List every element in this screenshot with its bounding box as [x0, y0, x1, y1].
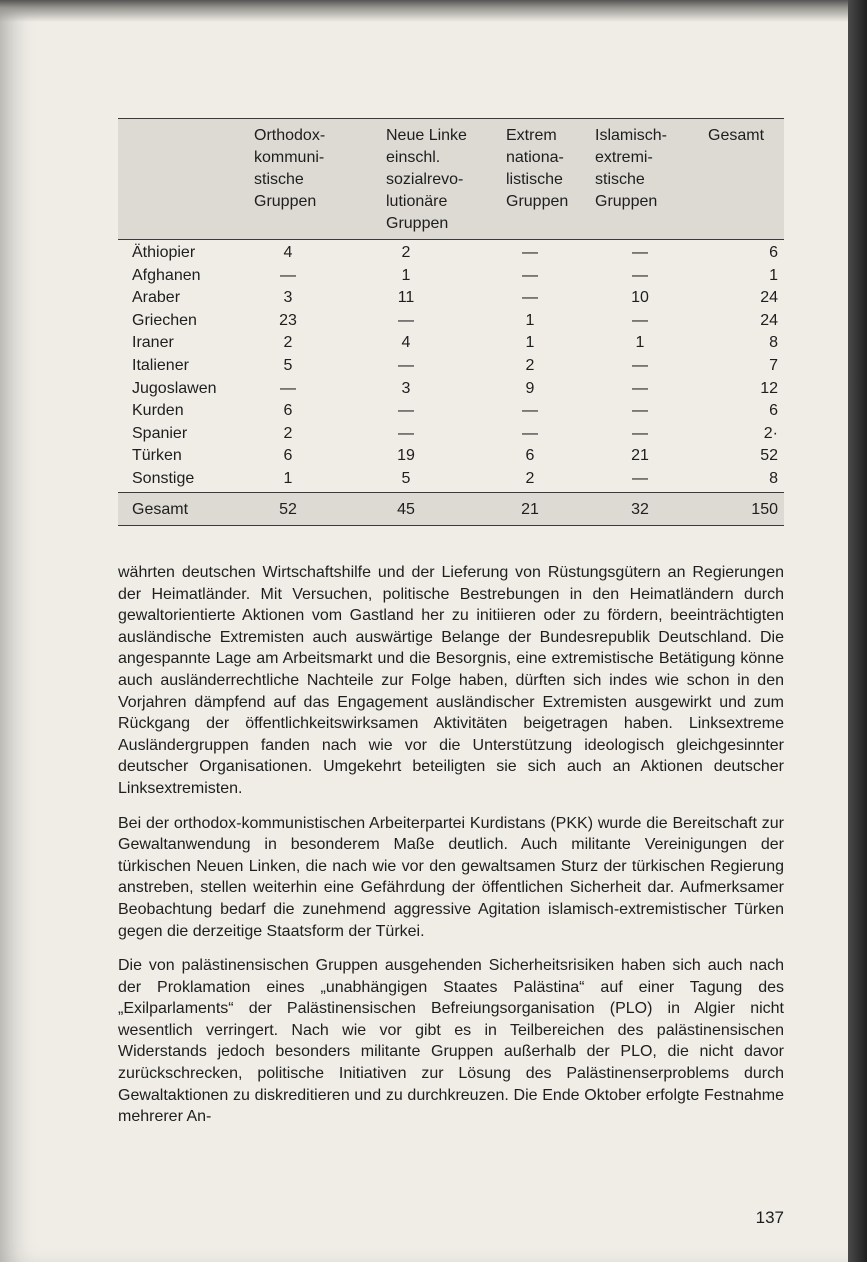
table-cell: 1 [525, 311, 535, 329]
paragraph-3: Die von palästinensischen Gruppen ausgehenden Sicherheitsrisiken haben sich auch nach der Proklamation eines „unabhängigen Staates Palästina“ auf einer Tagung des „Exilparlaments“ der Palästinensischen Befreiungsorganisation (PLO) in Algier nicht wesentlich verringert. Nach wie vor gibt es in Teilbereichen des palästinensischen Widerstands jedoch besonders militante Gruppen außerhalb der PLO, die nicht davor zurückschrecken, politische Initiativen zur Lösung des Palästinenserproblems durch Gewaltaktionen zu diskreditieren und zu durchkreuzen. Die Ende Oktober erfolgte Festnahme mehrerer An- [118, 957, 784, 1126]
table-cell: 24 [760, 311, 778, 329]
row-label: Griechen [132, 311, 197, 329]
row-label: Türken [132, 447, 182, 465]
table-cell: — [632, 356, 648, 374]
table-cell: 1 [635, 334, 645, 352]
table-cell: — [632, 266, 648, 284]
table-cell: — [522, 244, 538, 261]
table-cell: — [398, 311, 414, 329]
table-cell: 52 [760, 447, 778, 465]
table-cell: 8 [769, 469, 778, 487]
table-cell: 9 [525, 379, 535, 397]
row-label: Äthiopier [132, 244, 196, 261]
table-cell: 7 [769, 356, 778, 374]
table-row [118, 423, 784, 446]
header-islamisch: Islamisch- extremi- stische Gruppen [595, 127, 668, 210]
statistics-table [118, 118, 784, 528]
table-row [118, 265, 784, 288]
table-cell: 23 [279, 311, 297, 329]
table-cell: — [398, 356, 414, 374]
table-cell: 12 [760, 379, 778, 397]
total-gesamt: 150 [751, 501, 778, 518]
table-cell: — [398, 402, 414, 420]
row-label: Kurden [132, 402, 184, 420]
table-cell: 8 [769, 334, 778, 352]
table-row [118, 378, 784, 401]
total-label: Gesamt [132, 501, 189, 518]
table-cell: — [632, 402, 648, 420]
table-cell: — [280, 266, 296, 284]
table-cell: — [632, 469, 648, 487]
row-label: Spanier [132, 424, 188, 442]
table-cell: 2 [525, 356, 535, 374]
row-label: Italiener [132, 356, 189, 374]
table-cell: 6 [525, 447, 535, 465]
table-cell: 1 [525, 334, 535, 352]
table-row [118, 400, 784, 423]
row-label: Araber [132, 289, 181, 307]
table-cell: 6 [769, 402, 778, 420]
row-label: Sonstige [132, 469, 195, 487]
table-cell: — [398, 424, 414, 442]
table-cell: 1 [401, 266, 411, 284]
table-cell: — [632, 311, 648, 329]
table-row [118, 287, 784, 310]
body-text [118, 562, 784, 1141]
table-cell: — [522, 402, 538, 420]
table-row [118, 310, 784, 333]
table-cell: — [522, 266, 538, 284]
table-row [118, 445, 784, 468]
table-cell: 2 [401, 244, 411, 261]
table-cell: 11 [397, 289, 415, 307]
table-cell: 5 [283, 356, 293, 374]
table-cell: 6 [283, 402, 293, 420]
header-gesamt: Gesamt [708, 127, 765, 144]
table-cell: 2 [283, 424, 293, 442]
table-header [118, 118, 784, 240]
total-neue-linke: 45 [397, 501, 415, 518]
table-cell: 4 [401, 334, 411, 352]
table-cell: 5 [401, 469, 411, 487]
table-cell: 21 [631, 447, 649, 465]
table-cell: 2 [525, 469, 535, 487]
table-row [118, 355, 784, 378]
book-edge [848, 0, 867, 1262]
table-row [118, 242, 784, 265]
table-cell: 24 [760, 289, 778, 307]
total-islamisch: 32 [631, 501, 649, 518]
table-cell: 2 [283, 334, 293, 352]
table-cell: — [522, 289, 538, 307]
table-cell: 19 [397, 447, 415, 465]
row-label: Iraner [132, 334, 174, 352]
row-label: Afghanen [132, 266, 201, 284]
total-extrem: 21 [521, 501, 539, 518]
header-extrem-nationalistisch: Extrem nationa- listische Gruppen [506, 127, 569, 210]
table-row [118, 332, 784, 355]
table-cell: — [632, 244, 648, 261]
row-label: Jugoslawen [132, 379, 217, 397]
table-cell: — [632, 424, 648, 442]
total-orthodox: 52 [279, 501, 297, 518]
table-row [118, 468, 784, 491]
header-orthodox: Orthodox- kommuni- stische Gruppen [254, 127, 326, 210]
table-cell: 1 [769, 266, 778, 284]
table-body [118, 242, 784, 491]
table-cell: — [280, 379, 296, 397]
table-cell: 4 [283, 244, 293, 261]
paragraph-1: währten deutschen Wirtschaftshilfe und der Lieferung von Rüstungsgütern an Regierungen der Heimatländer. Mit Versuchen, politische Bestrebungen in den Heimatländern durch gewaltorientierte Aktionen vom Gastland her zu initiieren oder zu fördern, beeinträchtigten ausländische Extremisten auch auswärtige Belange der Bundesrepublik Deutschland. Die angespannte Lage am Arbeitsmarkt und die Besorgnis, eine extremistische Betätigung könne auch ausländerrechtliche Nachteile zur Folge haben, dürften sich indes wie schon in den Vorjahren dämpfend auf das Engagement ausländischer Extremisten ausgewirkt und zum Rückgang der öffentlichkeitswirksamen Aktivitäten beigetragen haben. Linksextreme Ausländergruppen fanden nach wie vor die Unterstützung ideologisch gleichgesinnter deutscher Organisationen. Umgekehrt beteiligten sie sich auch an Aktionen deutscher Linksextremisten. [118, 564, 784, 797]
table-cell: 6 [769, 244, 778, 261]
table-cell: 3 [283, 289, 293, 307]
table-cell: 10 [631, 289, 649, 307]
table-cell: 6 [283, 447, 293, 465]
table-cell: 3 [401, 379, 411, 397]
page-number: 137 [755, 1208, 784, 1227]
table-cell: 1 [283, 469, 293, 487]
paragraph-2: Bei der orthodox-kommunistischen Arbeiterpartei Kurdistans (PKK) wurde die Bereitschaft zur Gewaltanwendung in besonderem Maße deutlich. Auch militante Vereinigungen der türkischen Neuen Linken, die nach wie vor den gewaltsamen Sturz der türkischen Regierung anstreben, stellen weiterhin eine Gefährdung der öffentlichen Sicherheit dar. Aufmerksamer Beobachtung bedarf die zunehmend aggressive Agitation islamisch-extremistischer Türken gegen die derzeitige Staatsform der Türkei. [118, 814, 784, 940]
table-cell: — [632, 379, 648, 397]
header-neue-linke: Neue Linke einschl. sozialrevo- lutionäre Gruppen [386, 127, 467, 232]
table-cell: — [522, 424, 538, 442]
table-total-row [118, 492, 784, 526]
table-cell: 2· [763, 424, 778, 442]
